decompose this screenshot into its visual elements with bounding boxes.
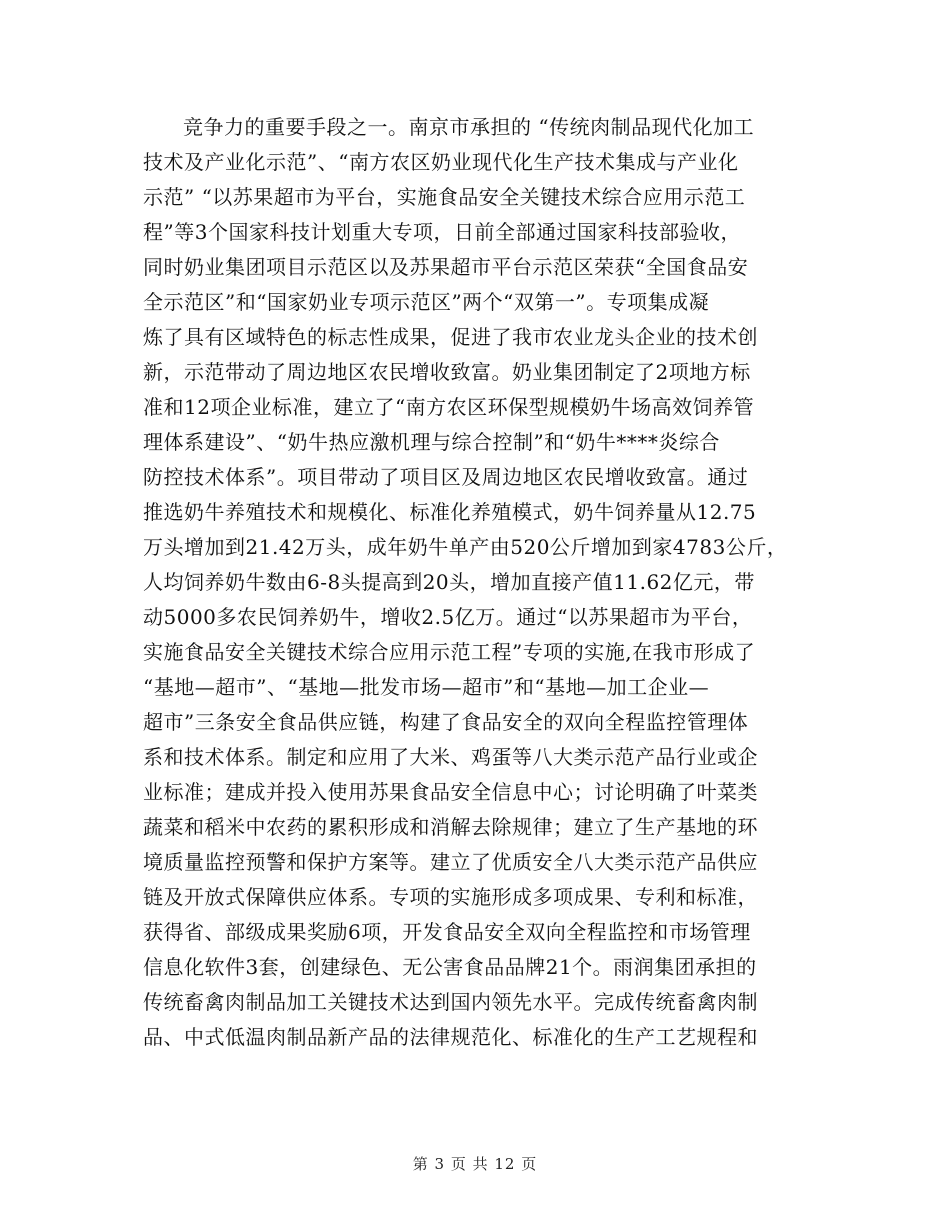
text-line: 示范” “以苏果超市为平台，实施食品安全关键技术综合应用示范工 [143,185,746,209]
text-line: 动5000多农民饲养奶牛，增收2.5亿万。通过“以苏果超市为平台， [143,605,753,629]
text-line: 炼了具有区域特色的标志性成果，促进了我市农业龙头企业的技术创 [143,325,758,349]
text-line: 准和12项企业标准，建立了“南方农区环保型规模奶牛场高效饲养管 [143,395,755,419]
text-line: 蔬菜和稻米中农药的累积形成和消解去除规律；建立了生产基地的环 [143,815,758,839]
text-line: 同时奶业集团项目示范区以及苏果超市平台示范区荣获“全国食品安 [143,255,749,279]
text-line: 境质量监控预警和保护方案等。建立了优质安全八大类示范产品供应 [143,850,758,874]
page-number-footer: 第 3 页 共 12 页 [412,1155,538,1173]
text-line: 超市”三条安全食品供应链，构建了食品安全的双向全程监控管理体 [143,710,749,734]
text-line: 防控技术体系”。项目带动了项目区及周边地区农民增收致富。通过 [143,465,749,489]
text-line: 程”等3个国家科技计划重大专项，日前全部通过国家科技部验收， [143,220,741,244]
text-line: 推选奶牛养殖技术和规模化、标准化养殖模式，奶牛饲养量从12.75 [143,500,757,524]
text-line: 竞争力的重要手段之一。南京市承担的 “传统肉制品现代化加工 [183,115,755,139]
text-line: 技术及产业化示范”、“南方农区奶业现代化生产技术集成与产业化 [143,150,739,174]
text-line: 品、中式低温肉制品新产品的法律规范化、标准化的生产工艺规程和 [143,1025,758,1049]
text-line: 业标准；建成并投入使用苏果食品安全信息中心；讨论明确了叶菜类 [143,780,758,804]
text-line: 链及开放式保障供应体系。专项的实施形成多项成果、专利和标准， [143,885,758,909]
text-line: 传统畜禽肉制品加工关键技术达到国内领先水平。完成传统畜禽肉制 [143,990,758,1014]
body-paragraph [143,110,823,1055]
text-line: 新，示范带动了周边地区农民增收致富。奶业集团制定了2项地方标 [143,360,751,384]
text-line: 实施食品安全关键技术综合应用示范工程”专项的实施,在我市形成了 [143,640,756,664]
text-line: “基地—超市”、“基地—批发市场—超市”和“基地—加工企业— [143,675,710,699]
text-line: 信息化软件3套，创建绿色、无公害食品品牌21个。雨润集团承担的 [143,955,757,979]
text-line: 人均饲养奶牛数由6-8头提高到20头，增加直接产值11.62亿元，带 [143,570,755,594]
text-line: 系和技术体系。制定和应用了大米、鸡蛋等八大类示范产品行业或企 [143,745,758,769]
text-line: 获得省、部级成果奖励6项，开发食品安全双向全程监控和市场管理 [143,920,751,944]
text-line: 理体系建设”、“奶牛热应激机理与综合控制”和“奶牛****炎综合 [143,430,720,454]
text-line: 万头增加到21.42万头，成年奶牛单产由520公斤增加到家4783公斤， [143,535,788,559]
text-line: 全示范区”和“国家奶业专项示范区”两个“双第一”。专项集成凝 [143,290,710,314]
